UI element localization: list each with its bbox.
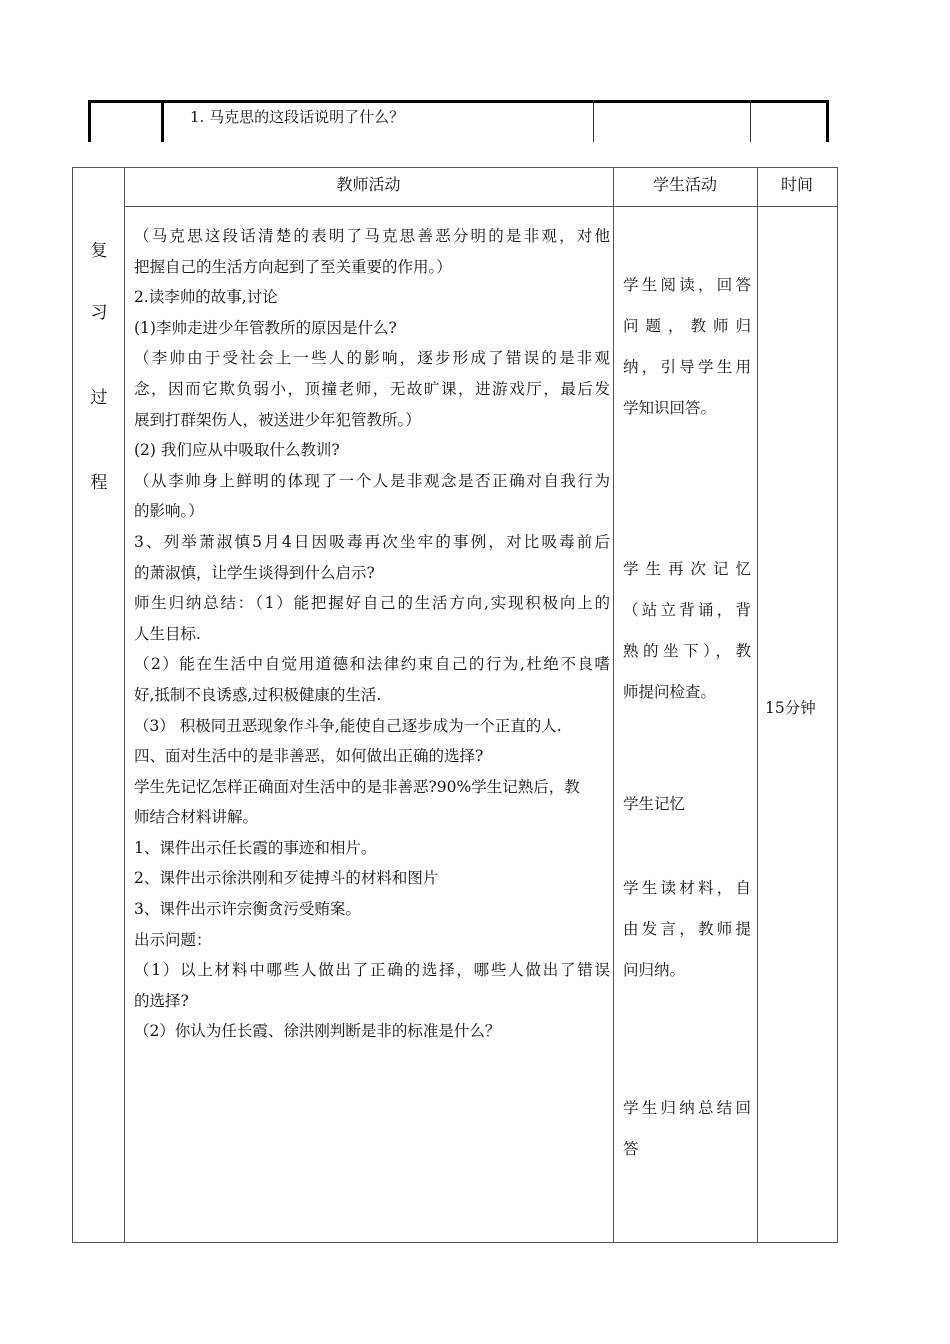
text-line: (1)李帅走进少年管教所的原因是什么? [134, 318, 397, 337]
text-line: 师结合材料讲解。 [134, 808, 259, 827]
text-line: 2、课件出示徐洪刚和歹徒搏斗的材料和图片 [134, 869, 439, 888]
text-line: 师提问检查。 [623, 683, 717, 701]
student-activity-block [623, 1088, 751, 1170]
header-divider [124, 206, 838, 207]
text-line: (2) 我们应从中吸取什么教训? [134, 441, 340, 460]
column-divider [757, 168, 758, 1242]
question-text: 1. 马克思的这段话说明了什么？ [190, 108, 405, 126]
table-border-col1 [161, 100, 164, 142]
text-line: 的萧淑慎，让学生谈得到什么启示? [134, 563, 375, 582]
text-line: 念，因而它欺负弱小，顶撞老师，无故旷课，进游戏厅，最后发 [134, 379, 610, 398]
text-line: 纳，引导学生用 [623, 358, 751, 376]
text-line: 问归纳。 [623, 961, 686, 979]
table-border-col2 [593, 100, 594, 142]
previous-table-fragment [88, 100, 829, 142]
column-divider [124, 168, 125, 1242]
text-line: 好,抵制不良诱惑,过积极健康的生活. [134, 685, 382, 704]
teacher-activity-content [134, 221, 610, 1047]
text-line: （2）你认为任长霞、徐洪刚判断是非的标准是什么？ [134, 1022, 501, 1041]
text-line: 人生目标. [134, 624, 201, 643]
time-value: 15分钟 [765, 699, 816, 717]
text-line: （李帅由于受社会上一些人的影响，逐步形成了错误的是非观 [134, 349, 610, 368]
text-line: 学生归纳总结回 [623, 1099, 751, 1117]
table-top-border [88, 100, 829, 103]
text-line: （从李帅身上鲜明的体现了一个人是非观念是否正确对自我行为 [134, 471, 610, 490]
text-line: 学生阅读，回答 [623, 276, 751, 294]
section-label-char: 习 [90, 303, 108, 323]
header-student-activity: 学生活动 [652, 175, 717, 194]
section-label-char: 程 [90, 473, 108, 493]
text-line: （1）以上材料中哪些人做出了正确的选择，哪些人做出了错误 [134, 961, 610, 980]
table-border-col3 [750, 100, 751, 142]
student-activity-block [623, 868, 751, 991]
text-line: 学生再次记忆 [623, 560, 751, 578]
text-line: （3） 积极同丑恶现象作斗争,能使自己逐步成为一个正直的人. [134, 716, 562, 735]
table-border-left [88, 100, 91, 142]
table-border-right [826, 100, 829, 142]
text-line: 出示问题： [134, 930, 212, 949]
text-line: （站立背诵，背 [623, 601, 751, 619]
section-label-char: 复 [90, 241, 108, 261]
lesson-table [72, 167, 838, 1243]
text-line: 学生读材料，自 [623, 879, 751, 897]
text-line: 3、列举萧淑慎5月4日因吸毒再次坐牢的事例，对比吸毒前后 [134, 532, 610, 551]
text-line: 1、课件出示任长霞的事迹和相片。 [134, 838, 377, 857]
text-line: 的选择? [134, 991, 189, 1010]
text-line: 熟的坐下），教 [623, 642, 751, 660]
header-teacher-activity: 教师活动 [336, 175, 401, 194]
text-line: 师生归纳总结：（1）能把握好自己的生活方向,实现积极向上的 [134, 594, 610, 613]
text-line: 学生先记忆怎样正确面对生活中的是非善恶?90%学生记熟后，教 [134, 777, 580, 796]
text-line: 由发言，教师提 [623, 920, 751, 938]
student-activity-block [623, 784, 751, 825]
text-line: 答 [623, 1140, 639, 1158]
student-activity-block [623, 549, 751, 713]
text-line: 的影响。） [134, 502, 204, 521]
header-time: 时间 [780, 175, 813, 194]
text-line: 问题，教师归 [623, 317, 751, 335]
text-line: （2）能在生活中自觉用道德和法律约束自己的行为,杜绝不良嗜 [134, 655, 610, 674]
text-line: 2.读李帅的故事,讨论 [134, 288, 278, 307]
student-activity-block [623, 265, 751, 429]
text-line: 3、课件出示许宗衡贪污受贿案。 [134, 900, 361, 919]
text-line: 把握自己的生活方向起到了至关重要的作用。） [134, 257, 452, 276]
column-divider [613, 168, 614, 1242]
section-label-char: 过 [90, 388, 108, 408]
text-line: 展到打群架伤人，被送进少年犯管教所。） [134, 410, 421, 429]
text-line: 学知识回答。 [623, 399, 717, 417]
text-line: 学生记忆 [623, 795, 686, 813]
text-line: （马克思这段话清楚的表明了马克思善恶分明的是非观，对他 [134, 227, 610, 245]
text-line: 四、面对生活中的是非善恶，如何做出正确的选择? [134, 747, 484, 766]
